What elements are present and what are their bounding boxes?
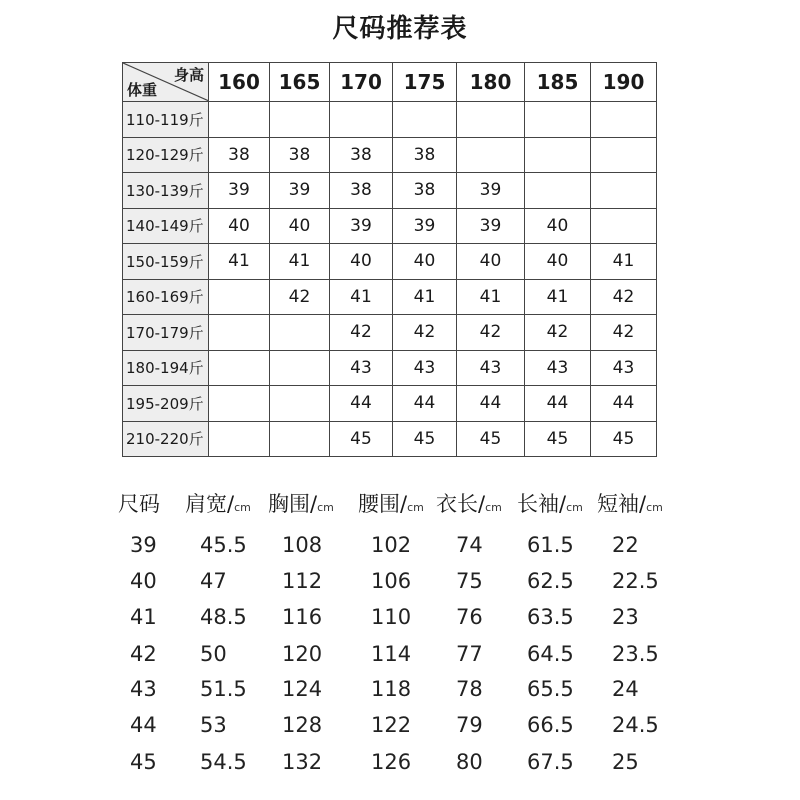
size-cell: 43: [525, 350, 591, 386]
size-cell: 41: [591, 244, 657, 280]
weight-range-cell: 150-159斤: [123, 244, 209, 280]
size-cell: 42: [457, 315, 525, 351]
measurement-header: [517, 488, 583, 518]
measurement-header: [436, 488, 502, 518]
measurement-value: 75: [456, 569, 483, 593]
size-cell: 38: [330, 173, 393, 209]
measurement-value: 106: [371, 569, 412, 593]
size-cell: 41: [330, 279, 393, 315]
measurement-header-label: 短袖/: [597, 492, 647, 516]
size-cell: 38: [270, 137, 330, 173]
measurement-value: 120: [282, 642, 323, 666]
measurement-value: 114: [371, 642, 412, 666]
size-cell: 42: [393, 315, 457, 351]
measurement-value: 116: [282, 605, 323, 629]
measurement-value: 50: [200, 642, 227, 666]
measurement-value: 22.5: [612, 569, 659, 593]
size-cell: 42: [525, 315, 591, 351]
measurement-value: 54.5: [200, 750, 247, 774]
size-cell: 40: [330, 244, 393, 280]
height-header: 175: [393, 63, 457, 102]
page-title: 尺码推荐表: [332, 14, 468, 44]
measurement-unit: cm: [646, 501, 663, 514]
measurement-value: 61.5: [527, 533, 574, 557]
measurement-unit: cm: [485, 501, 502, 514]
measurement-value: 42: [130, 642, 157, 666]
measurement-value: 112: [282, 569, 323, 593]
height-header: 170: [330, 63, 393, 102]
size-cell: 44: [330, 386, 393, 422]
measurement-header: [358, 488, 424, 518]
measurement-value: 80: [456, 750, 483, 774]
size-cell: 45: [330, 421, 393, 457]
weight-range-cell: 130-139斤: [123, 173, 209, 209]
measurement-value: 77: [456, 642, 483, 666]
size-cell: 42: [330, 315, 393, 351]
size-cell: 41: [393, 279, 457, 315]
weight-range-cell: 160-169斤: [123, 279, 209, 315]
size-cell: 40: [209, 208, 270, 244]
measurement-header-label: 肩宽/: [185, 492, 235, 516]
measurement-value: 78: [456, 677, 483, 701]
measurement-value: 122: [371, 713, 412, 737]
measurement-value: 23.5: [612, 642, 659, 666]
size-cell: 45: [525, 421, 591, 457]
measurement-value: 63.5: [527, 605, 574, 629]
size-cell: 43: [457, 350, 525, 386]
measurement-unit: cm: [317, 501, 334, 514]
size-cell: 40: [270, 208, 330, 244]
size-cell: 43: [591, 350, 657, 386]
weight-range-cell: 110-119斤: [123, 102, 209, 138]
measurement-value: 64.5: [527, 642, 574, 666]
measurement-value: 45: [130, 750, 157, 774]
size-cell: 39: [393, 208, 457, 244]
measurement-value: 40: [130, 569, 157, 593]
size-cell: 44: [525, 386, 591, 422]
measurement-header-label: 腰围/: [358, 492, 408, 516]
size-cell: 40: [393, 244, 457, 280]
measurement-value: 79: [456, 713, 483, 737]
measurement-value: 24.5: [612, 713, 659, 737]
measurement-header-label: 胸围/: [268, 492, 318, 516]
size-cell: 42: [591, 315, 657, 351]
height-header: 160: [209, 63, 270, 102]
weight-range-cell: 170-179斤: [123, 315, 209, 351]
size-cell: 45: [393, 421, 457, 457]
height-header: 190: [591, 63, 657, 102]
measurement-unit: cm: [566, 501, 583, 514]
size-cell: 41: [525, 279, 591, 315]
measurement-value: 102: [371, 533, 412, 557]
measurement-value: 118: [371, 677, 412, 701]
weight-range-cell: 195-209斤: [123, 386, 209, 422]
height-header: 165: [270, 63, 330, 102]
measurement-value: 53: [200, 713, 227, 737]
size-cell: 39: [209, 173, 270, 209]
size-cell: 38: [209, 137, 270, 173]
size-cell: 45: [591, 421, 657, 457]
weight-range-cell: 180-194斤: [123, 350, 209, 386]
measurement-header-label: 尺码: [118, 492, 160, 516]
size-cell: 44: [393, 386, 457, 422]
measurement-value: 108: [282, 533, 323, 557]
measurement-value: 132: [282, 750, 323, 774]
measurement-unit: cm: [234, 501, 251, 514]
measurement-value: 25: [612, 750, 639, 774]
measurement-value: 44: [130, 713, 157, 737]
measurement-value: 51.5: [200, 677, 247, 701]
measurement-value: 43: [130, 677, 157, 701]
measurement-value: 41: [130, 605, 157, 629]
size-cell: 40: [525, 244, 591, 280]
size-cell: 42: [270, 279, 330, 315]
size-cell: 39: [270, 173, 330, 209]
measurement-value: 67.5: [527, 750, 574, 774]
measurement-value: 128: [282, 713, 323, 737]
size-cell: 41: [209, 244, 270, 280]
size-cell: 41: [270, 244, 330, 280]
measurement-value: 45.5: [200, 533, 247, 557]
size-cell: 43: [330, 350, 393, 386]
weight-range-cell: 210-220斤: [123, 421, 209, 457]
weight-range-cell: 140-149斤: [123, 208, 209, 244]
measurement-value: 24: [612, 677, 639, 701]
measurement-value: 110: [371, 605, 412, 629]
weight-axis-label: 体重: [127, 81, 158, 99]
measurement-value: 47: [200, 569, 227, 593]
size-cell: 40: [525, 208, 591, 244]
size-cell: 40: [457, 244, 525, 280]
measurement-value: 66.5: [527, 713, 574, 737]
size-cell: 43: [393, 350, 457, 386]
measurement-header-label: 长袖/: [517, 492, 567, 516]
size-cell: 38: [330, 137, 393, 173]
size-cell: 41: [457, 279, 525, 315]
measurement-header-label: 衣长/: [436, 492, 486, 516]
measurement-value: 22: [612, 533, 639, 557]
measurement-value: 65.5: [527, 677, 574, 701]
measurement-header: [118, 488, 160, 518]
measurement-unit: cm: [407, 501, 424, 514]
height-axis-label: 身高: [173, 66, 204, 84]
size-cell: 39: [457, 173, 525, 209]
measurement-value: 76: [456, 605, 483, 629]
size-cell: 38: [393, 173, 457, 209]
height-header: 180: [457, 63, 525, 102]
measurement-value: 126: [371, 750, 412, 774]
measurement-value: 124: [282, 677, 323, 701]
size-cell: 44: [457, 386, 525, 422]
measurement-value: 39: [130, 533, 157, 557]
size-cell: 42: [591, 279, 657, 315]
measurement-value: 23: [612, 605, 639, 629]
size-cell: 38: [393, 137, 457, 173]
size-cell: 39: [330, 208, 393, 244]
size-cell: 39: [457, 208, 525, 244]
size-cell: 44: [591, 386, 657, 422]
size-cell: 45: [457, 421, 525, 457]
measurement-header: [268, 488, 334, 518]
measurement-header: [185, 488, 251, 518]
measurement-value: 48.5: [200, 605, 247, 629]
measurement-header: [597, 488, 663, 518]
height-header: 185: [525, 63, 591, 102]
measurement-value: 62.5: [527, 569, 574, 593]
weight-range-cell: 120-129斤: [123, 137, 209, 173]
measurement-value: 74: [456, 533, 483, 557]
